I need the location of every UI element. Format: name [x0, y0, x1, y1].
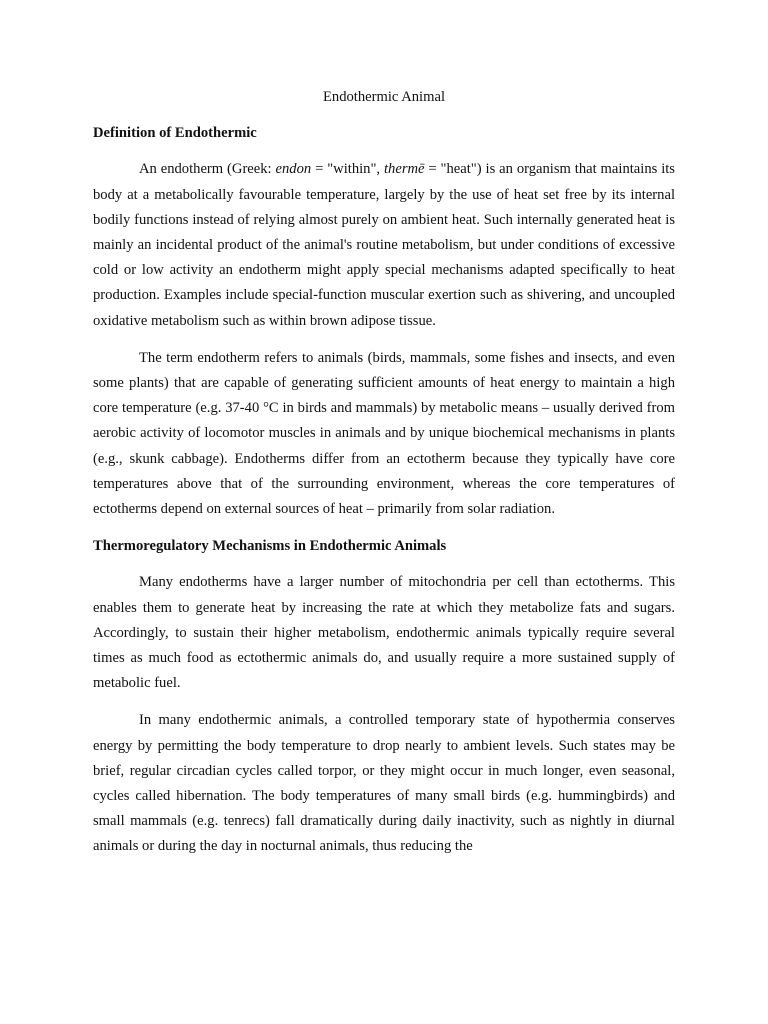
text-run: = "within", — [311, 161, 384, 178]
section-heading-definition: Definition of Endothermic — [93, 125, 257, 142]
paragraph-endotherm-definition — [93, 157, 675, 333]
text-run: An endotherm (Greek: — [139, 161, 276, 178]
text-run: = "heat") is an organism that maintains its body at a metabolically favourable temperature, largely by the use of heat set free by its internal bodily functions instead of relying almost purely on ambient heat. Such internally generated heat is mainly an incidental product of the animal's routine metabolism, but under conditions of excessive cold or low activity an endotherm might apply special mechanisms adapted specifically to heat production. Examples include special-function muscular exertion such as shivering, and uncoupled oxidative metabolism such as within brown adipose tissue. — [93, 161, 675, 329]
italic-term-endon: endon — [275, 161, 312, 178]
document-page — [93, 85, 675, 872]
paragraph-term-endotherm: The term endotherm refers to animals (birds, mammals, some fishes and insects, and even some plants) that are capable of generating sufficient amounts of heat energy to maintain a high core temperature (e.g. 37-40 °C in birds and mammals) by metabolic means – usually derived from aerobic activity of locomotor muscles in animals and by unique biochemical mechanisms in plants (e.g., skunk cabbage). Endotherms differ from an ectotherm because they typically have core temperatures above that of the surrounding environment, whereas the core temperatures of ectotherms depend on external sources of heat – primarily from solar radiation. — [93, 349, 675, 518]
italic-term-therme: thermē — [383, 161, 425, 178]
paragraph-hypothermia: In many endothermic animals, a controlled temporary state of hypothermia conserves energy by permitting the body temperature to drop nearly to ambient levels. Such states may be brief, regular circadian cycles called torpor, or they might occur in much longer, even seasonal, cycles called hibernation. The body temperatures of many small birds (e.g. hummingbirds) and small mammals (e.g. tenrecs) fall dramatically during daily inactivity, such as nightly in diurnal animals or during the day in nocturnal animals, thus reducing the — [93, 712, 675, 855]
document-title: Endothermic Animal — [323, 89, 445, 105]
paragraph-mitochondria: Many endotherms have a larger number of mitochondria per cell than ectotherms. This enables them to generate heat by increasing the rate at which they metabolize fats and sugars. Accordingly, to sustain their higher metabolism, endothermic animals typically require several times as much food as ectothermic animals do, and usually require a more sustained supply of metabolic fuel. — [93, 574, 675, 692]
section-heading-thermoregulatory: Thermoregulatory Mechanisms in Endothermic Animals — [93, 538, 447, 555]
